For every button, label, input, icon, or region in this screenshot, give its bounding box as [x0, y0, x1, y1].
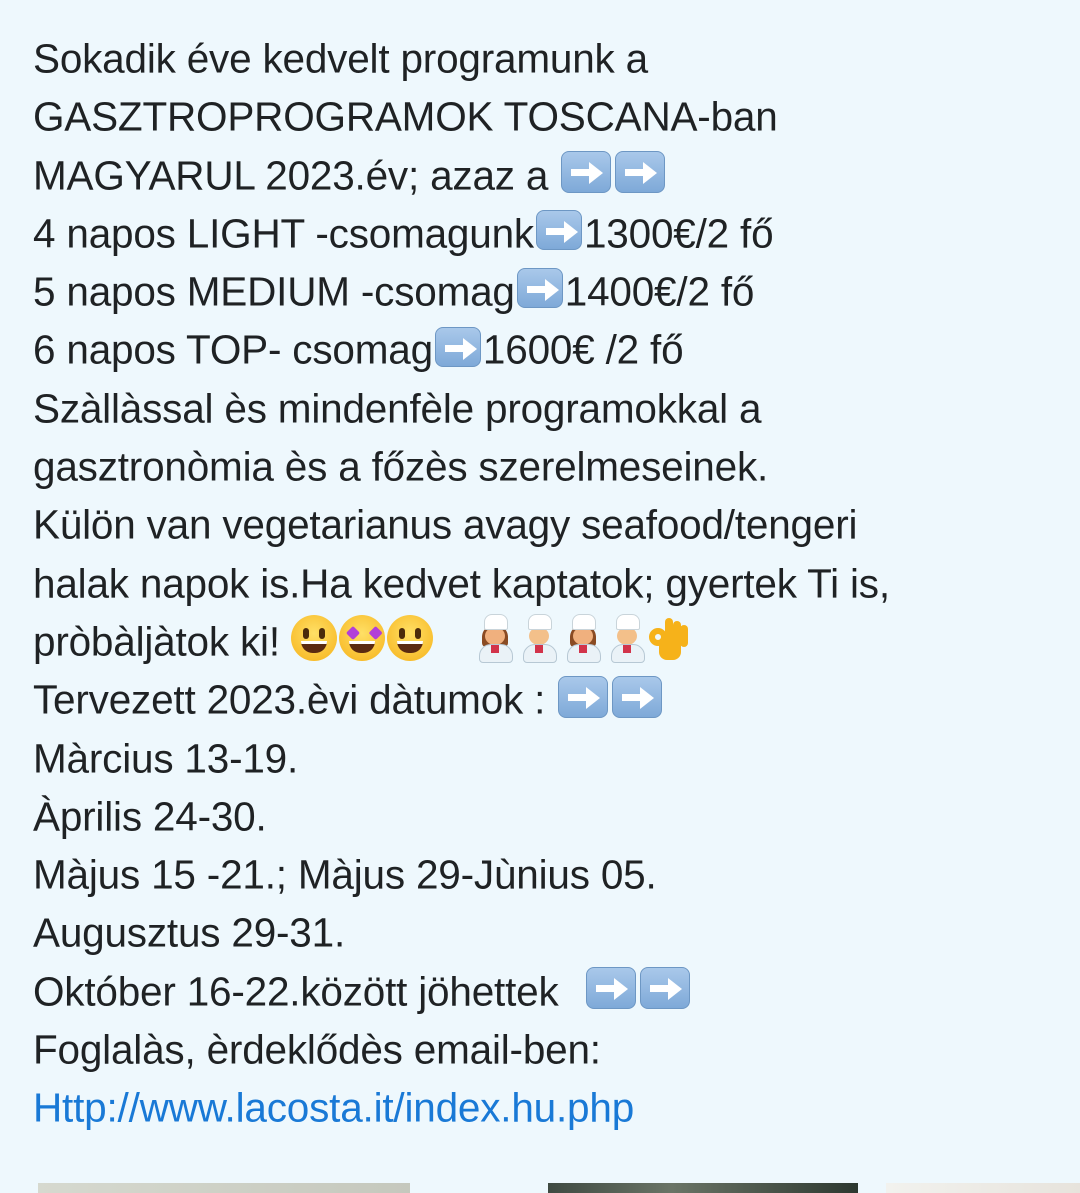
- right-arrow-icon: [586, 967, 636, 1009]
- date-item: [33, 959, 1063, 1017]
- package-price: 1400€/2 fő: [564, 268, 755, 315]
- intro-text: Sokadik éve kedvelt programunk a: [33, 35, 648, 82]
- post-line: [33, 143, 1063, 201]
- man-cook-icon: [605, 614, 647, 662]
- package-label: 5 napos MEDIUM -csomag: [33, 268, 515, 315]
- post-line: [33, 667, 1063, 725]
- year-text: MAGYARUL 2023.év; azaz a: [33, 151, 549, 198]
- booking-text: Foglalàs, èrdeklődès email-ben:: [33, 1026, 601, 1073]
- package-price: 1600€ /2 fő: [482, 326, 684, 373]
- right-arrow-icon: [558, 676, 608, 718]
- right-arrow-icon: [536, 210, 582, 250]
- post-line: [33, 434, 1063, 492]
- right-arrow-icon: [612, 676, 662, 718]
- post-line: [33, 1017, 1063, 1075]
- dates-heading: Tervezett 2023.èvi dàtumok :: [33, 676, 546, 723]
- right-arrow-icon: [561, 151, 611, 193]
- attached-image[interactable]: [886, 1183, 1080, 1193]
- post-line: [33, 26, 1063, 84]
- date-text: Màjus 15 -21.; Màjus 29-Jùnius 05.: [33, 851, 657, 898]
- ok-hand-icon: [647, 614, 687, 662]
- post-line: [33, 609, 1063, 667]
- date-text: Àprilis 24-30.: [33, 793, 267, 840]
- description-text: Szàllàssal ès mindenfèle programokkal a: [33, 385, 762, 432]
- post-line: [33, 84, 1063, 142]
- post-line: [33, 551, 1063, 609]
- right-arrow-icon: [517, 268, 563, 308]
- post-line: [33, 492, 1063, 550]
- package-label: 6 napos TOP- csomag: [33, 326, 433, 373]
- package-light: [33, 201, 1063, 259]
- man-cook-icon: [517, 614, 559, 662]
- date-text: Augusztus 29-31.: [33, 909, 345, 956]
- post-text: [33, 26, 1063, 1134]
- star-struck-icon: [339, 615, 385, 661]
- package-price: 1300€/2 fő: [583, 210, 774, 257]
- attached-images-strip: [0, 1179, 1080, 1193]
- attached-image[interactable]: [38, 1183, 410, 1193]
- description-text: halak napok is.Ha kedvet kaptatok; gyertek Ti is,: [33, 559, 890, 606]
- grinning-face-icon: [387, 615, 433, 661]
- post-line: [33, 1075, 1063, 1133]
- description-text: gasztronòmia ès a főzès szerelmeseinek.: [33, 443, 769, 490]
- attached-image[interactable]: [548, 1183, 858, 1193]
- package-medium: [33, 259, 1063, 317]
- post-line: [33, 376, 1063, 434]
- website-link[interactable]: Http://www.lacosta.it/index.hu.php: [33, 1084, 635, 1131]
- date-text: Màrcius 13-19.: [33, 734, 299, 781]
- right-arrow-icon: [615, 151, 665, 193]
- description-text: Külön van vegetarianus avagy seafood/tengeri: [33, 501, 858, 548]
- package-top: [33, 317, 1063, 375]
- right-arrow-icon: [640, 967, 690, 1009]
- date-item: [33, 842, 1063, 900]
- program-name-text: GASZTROPROGRAMOK TOSCANA-ban: [33, 93, 778, 140]
- invite-text: pròbàljàtok ki!: [33, 618, 280, 665]
- woman-cook-icon: [473, 614, 515, 662]
- woman-cook-icon: [561, 614, 603, 662]
- date-item: [33, 726, 1063, 784]
- date-item: [33, 900, 1063, 958]
- right-arrow-icon: [435, 327, 481, 367]
- date-text: Október 16-22.között jöhettek: [33, 968, 559, 1015]
- date-item: [33, 784, 1063, 842]
- package-label: 4 napos LIGHT -csomagunk: [33, 210, 534, 257]
- grinning-face-icon: [291, 615, 337, 661]
